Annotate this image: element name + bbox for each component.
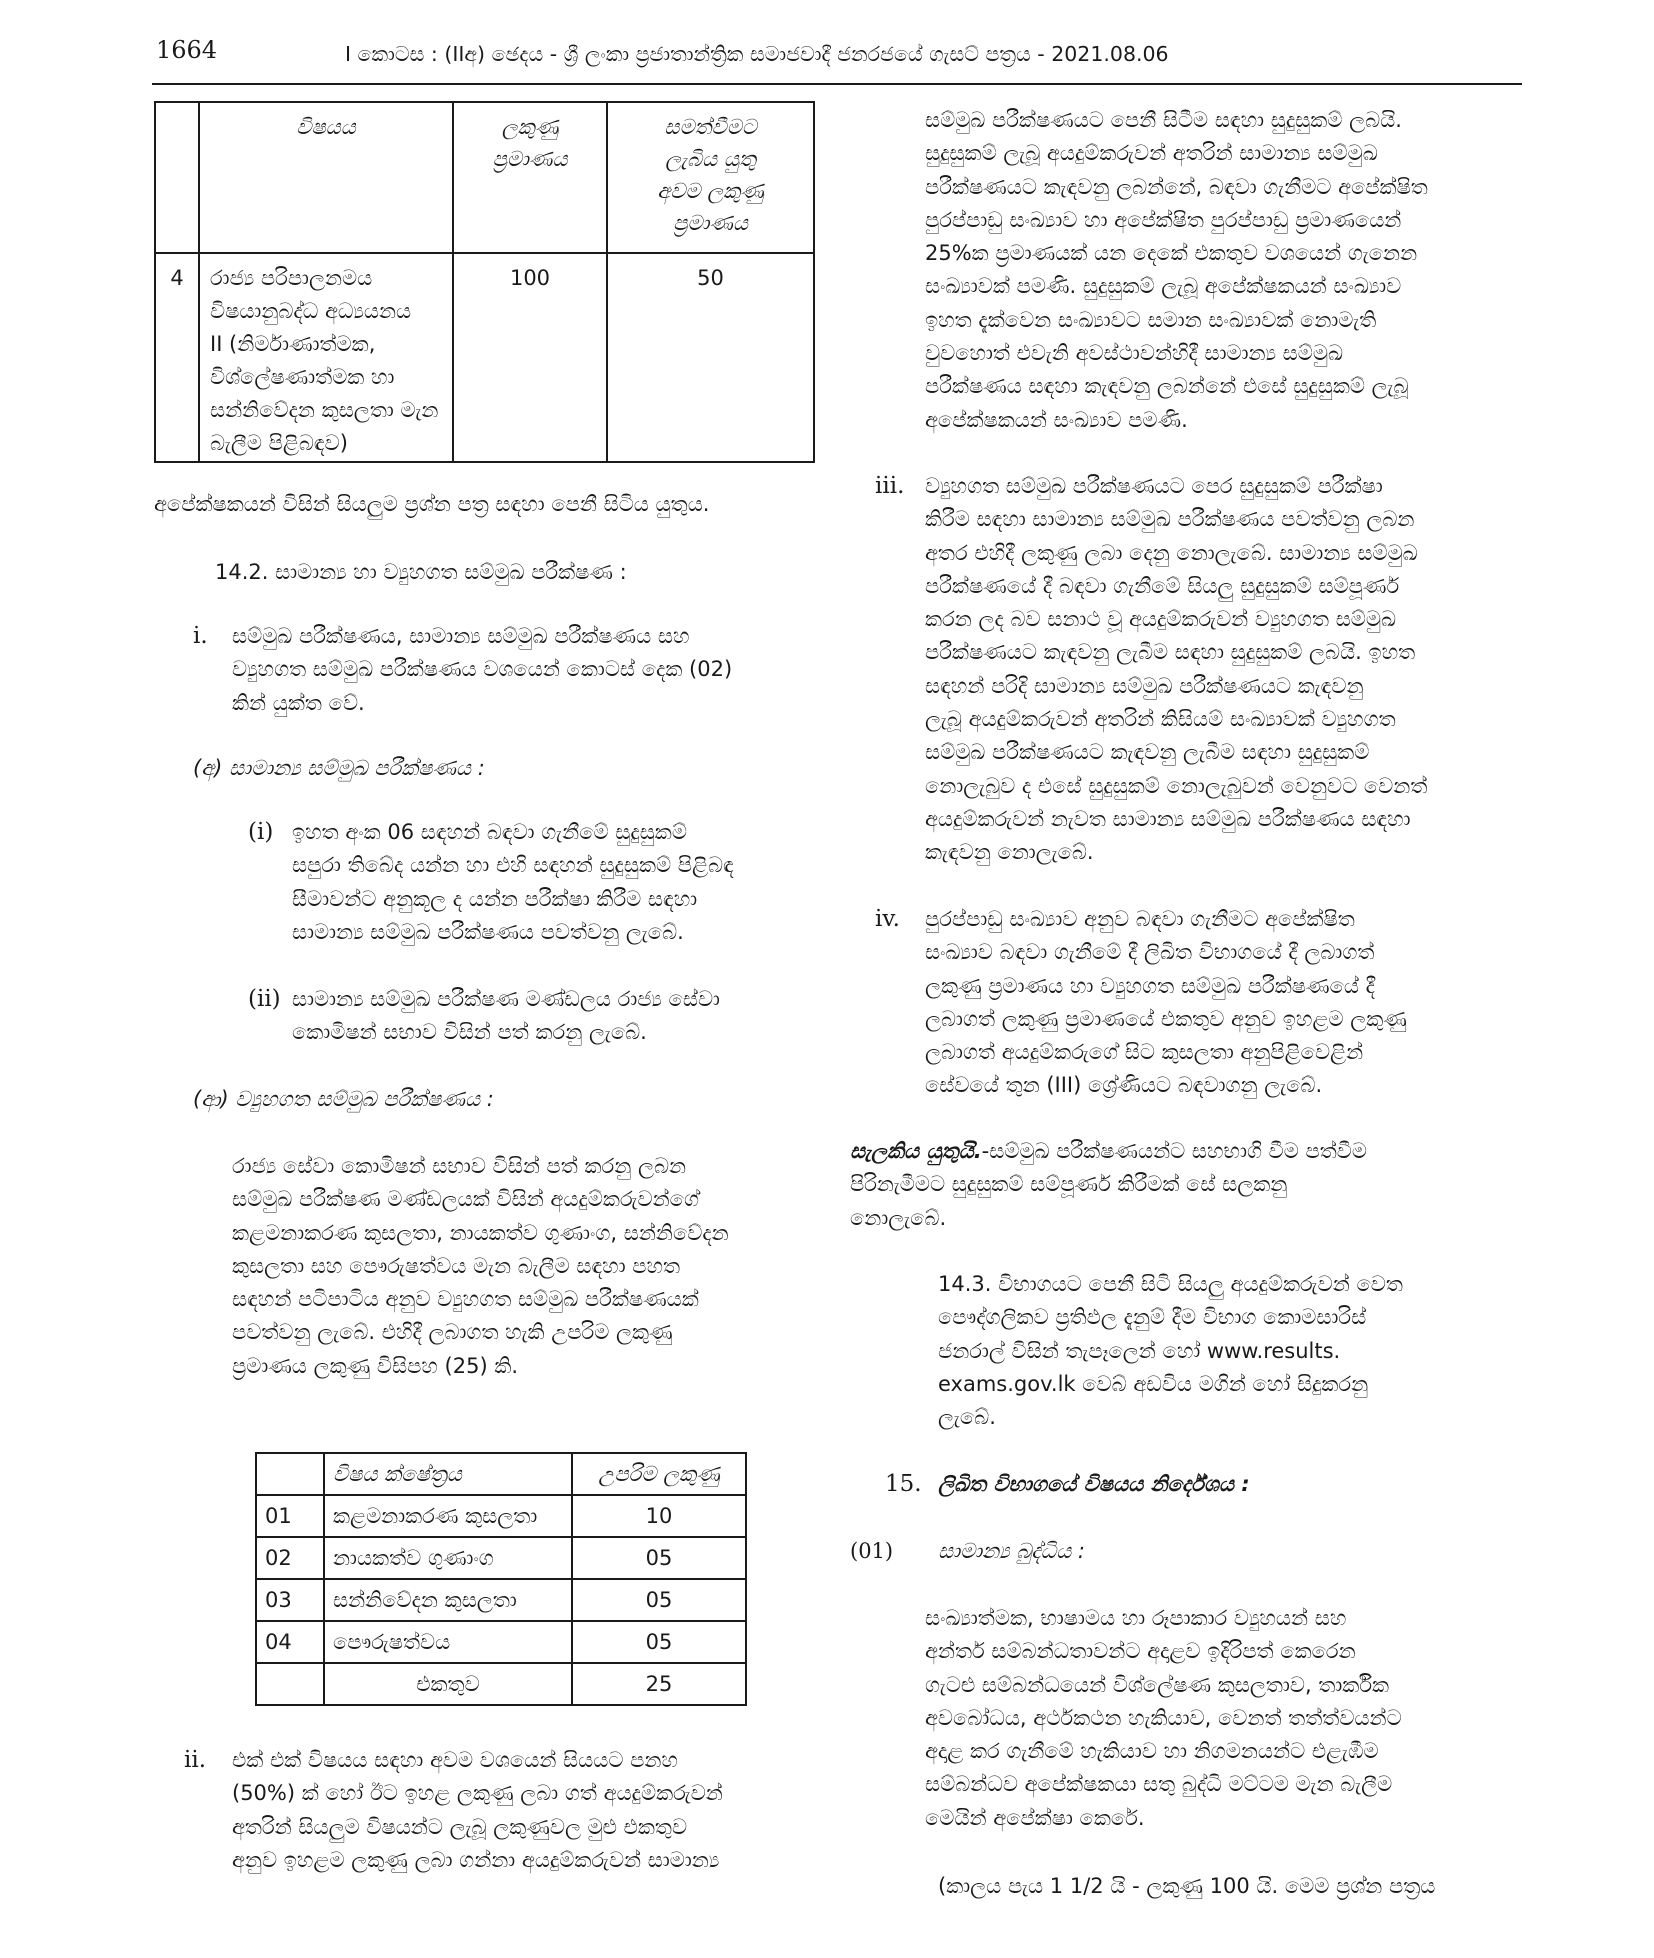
table-header-marks [453,102,607,253]
row-area: පෞරුෂත්වය [324,1621,572,1663]
table-header-pass-mark [607,102,814,253]
table-row [155,253,814,462]
item-iii-number: iii. [875,473,905,499]
text-line: පවත්වනු ලැබේ. එහිදී ලබාගත හැකි උපරිම ලකුණු [232,1320,673,1345]
total-empty-cell [256,1663,324,1705]
note-first-line [850,1135,1515,1168]
text-line: සංඛ්‍යාත්මක, භාෂාමය හා රූපාකාර ව්‍යුහයන් සහ [925,1606,1347,1630]
continued-text [925,104,1513,437]
text-line: අයදුම්කරුවන් නැවත සාමාන්‍ය සම්මුඛ පරීක්ෂණය සඳහා [925,806,1411,831]
text-line: සම්මුඛ පරීක්ෂණයට කැඳවනු ලැබීම සඳහා සුදුසුකම් [925,740,1370,765]
table-header-area: විෂය ක්ෂේත්‍රය [324,1453,572,1495]
text-line: අවබෝධය, අර්ථකථන හැකියාව, වෙනත් තත්ත්වයන්ට [925,1705,1402,1730]
row-subject [199,253,453,462]
item-a1-number: (i) [248,819,274,845]
text-line: මෙයින් අපේක්ෂා කෙරේ. [925,1805,1145,1830]
text-line: exams.gov.lk වෙබ් අඩවිය මගින් හෝ සිදුකරනු [938,1371,1369,1396]
row-marks: 100 [453,253,607,462]
section-15-title: ලිඛිත විභාගයේ විෂයය නිර්දේශය : [938,1472,1250,1496]
section-01-text [925,1602,1513,1835]
text-line: සංඛ්‍යාවක් පමණි. සුදුසුකම් ලැබූ අපේක්ෂකයන් සංඛ්‍යාව [925,274,1402,299]
item-i-number: i. [193,623,208,649]
item-iv-text [925,903,1513,1103]
row-area: නායකත්ව ගුණාංග [324,1537,572,1579]
subject-line: බැලීම පිළිබඳව) [210,431,348,455]
subsection-aa-text [232,1150,817,1383]
text-line: කැඳවනු නොලැබේ. [925,840,1094,865]
subject-line: සන්නිවේදන කුසලතා මැන [210,398,439,422]
subject-line: II (නිර්මාණාත්මක, [210,332,376,356]
text-line: පරීක්ෂණය සඳහා කැඳවනු ලබන්නේ එසේ සුදුසුකම් ලැබූ [925,374,1409,399]
item-a1-text [292,816,817,949]
text-line: කරන ලද බව සනාථ වූ අයදුම්කරුවන් ව්‍යුහගත සම්මුඛ [925,607,1397,632]
table-header-row [256,1453,746,1495]
row-area: සන්නිවේදන කුසලතා [324,1579,572,1621]
table-row [256,1621,746,1663]
text-line: (50%) ක් හෝ ඊට ඉහළ ලකුණු ලබා ගත් අයදුම්කරුවන් [232,1781,723,1806]
text-line: ඉහත අංක 06 සඳහන් බඳවා ගැනීමේ සුදුසුකම් [292,820,687,844]
note-label: සැලකිය යුතුයි. [850,1139,982,1163]
row-number: 03 [256,1579,324,1621]
section-15-number: 15. [885,1471,922,1497]
text-line: සඳහන් පටිපාටිය අනුව ව්‍යුහගත සම්මුඛ පරීක්ෂණයක් [232,1287,699,1312]
table-header-text: සමත්වීමට [664,115,757,139]
text-line: ඉහත දැක්වෙන සංඛ්‍යාවට සමාන සංඛ්‍යාවක් නොමැති [925,307,1377,332]
text-line: සංඛ්‍යාව බඳවා ගැනීමේ දී ලිඛිත විභාගයේ දී ලබාගත් [925,940,1375,965]
text-line: සම්මුඛ පරීක්ෂණයට පෙනී සිටීම සඳහා සුදුසුකම් ලබයි. [925,108,1402,132]
item-ii-text [232,1744,817,1877]
text-line: අනුව ඉහළම ලකුණු ලබා ගන්නා අයදුම්කරුවන් සාමාන්‍ය [232,1847,720,1872]
subject-line: විශ්ලේෂණාත්මක හා [210,365,395,389]
note-first-text: -සම්මුඛ පරීක්ෂණයන්ට සහභාගි වීම පත්වීම [981,1139,1368,1163]
text-line: කින් යුක්ත වේ. [232,690,365,715]
text-line: පරීක්ෂණයට කැඳවනු ලබන්නේ, බඳවා ගැනීමට අපේක්ෂිත [925,174,1428,199]
row-pass-mark: 50 [607,253,814,462]
text-line: ලබාගත් ලකුණු ප්‍රමාණයේ එකතුව අනුව ඉහළම ලකුණු [925,1006,1407,1031]
row-number: 4 [155,253,199,462]
gazette-header-title: I කොටස : (IIඅ) ඡෙදය - ශ්‍රී ලංකා ප්‍රජාතාන්ත්‍රික සමාජවාදී ජනරජයේ ගැසට් පත්‍රය - 2021.08.06 [345,42,1169,66]
text-line: 14.3. විභාගයට පෙනී සිටි සියලු අයදුම්කරුවන් වෙත [938,1272,1403,1296]
table-row [256,1495,746,1537]
text-line: 25%ක ප්‍රමාණයක් යන දෙකේ එකතුව වශයෙන් ගැනෙන [925,241,1418,266]
text-line: අදාළ කර ගැනීමේ හැකියාව හා නිගමනයන්ට එළැඹීම [925,1739,1379,1764]
item-i-text [232,620,817,720]
subject-line: රාජ්‍ය පරිපාලනමය [210,266,373,290]
table-header-subject: විෂයය [199,102,453,253]
text-line: ගැටළු සම්බන්ධයෙන් විශ්ලේෂණ කුසලතාව, තාර්කික [925,1672,1390,1697]
item-a2-number: (ii) [248,986,281,1012]
text-line: පිරිනැමීමට සුදුසුකම් සම්පූර්ණ කිරීමක් සේ සලකනු [850,1172,1288,1197]
table-header-max: උපරිම ලකුණු [572,1453,746,1495]
row-area: කළමනාකරණ කුසලතා [324,1495,572,1537]
section-01-number: (01) [850,1539,894,1563]
text-line: ලැබේ. [938,1405,996,1430]
table-header-text: අවම ලකුණු [657,179,764,203]
text-line: පුරප්පාඩු සංඛ්‍යාව හා අපේක්ෂිත පුරප්පාඩු ප්‍රමාණයෙන් [925,207,1402,232]
row-max: 05 [572,1621,746,1663]
text-line: ලකුණු ප්‍රමාණය හා ව්‍යුහගත සම්මුඛ පරීක්ෂණයේ දී [925,973,1375,998]
text-line: සේවයේ තුන (III) ශ්‍රේණියට බඳවාගනු ලැබේ. [925,1073,1323,1098]
text-line: ලැබූ අයදුම්කරුවන් අතරින් කිසියම් සංඛ්‍යාවක් ව්‍යුහගත [925,707,1396,732]
total-label: එකතුව [324,1663,572,1705]
row-number: 01 [256,1495,324,1537]
total-value: 25 [572,1663,746,1705]
text-line: අපේක්ෂකයන් සංඛ්‍යාව පමණි. [925,407,1188,432]
text-line: රාජ්‍ය සේවා කොමිෂන් සභාව විසින් පත් කරනු ලබන [232,1154,687,1178]
section-14-3-text [938,1268,1513,1434]
text-line: සාමාන්‍ය සම්මුඛ පරීක්ෂණ මණ්ඩලය රාජ්‍ය සේවා [292,987,720,1011]
table-header-text: ප්‍රමාණය [492,147,568,171]
text-line: සම්මුඛ පරීක්ෂණ මණ්ඩලයක් විසින් අයදුම්කරුවන්ගේ [232,1187,699,1212]
text-line: සීමාවන්ට අනුකූල ද යන්න පරීක්ෂා කිරීම සඳහා [292,886,698,911]
text-line: සාමාන්‍ය සම්මුඛ පරීක්ෂණය පවත්වනු ලැබේ. [292,919,684,944]
row-number: 02 [256,1537,324,1579]
text-line: කළමනාකරණ කුසලතා, නායකත්ව ගුණාංග, සන්නිවේදන [232,1220,729,1245]
table-row [256,1579,746,1621]
subject-marks-table [154,101,815,463]
text-line: පෞද්ගලිකව ප්‍රතිඵල දැනුම් දීම විභාග කොමසාරිස් [938,1305,1367,1330]
text-line: කොමිෂන් සභාව විසින් පත් කරනු ලැබේ. [292,1020,647,1045]
text-line: ව්‍යුහගත සම්මුඛ පරීක්ෂණය වශයෙන් කොටස් දෙක (02) [232,657,733,682]
text-line: නොලැබුව ද එසේ සුදුසුකම් නොලැබුවන් වෙනුවට වෙනත් [925,773,1428,798]
row-max: 10 [572,1495,746,1537]
text-line: කිරීම සඳහා සාමාන්‍ය සම්මුඛ පරීක්ෂණය පවත්වනු ලබන [925,507,1415,532]
text-line: සපුරා තිබේද යන්න හා එහි සඳහන් සුදුසුකම් පිළිබඳ [292,853,734,878]
table-total-row [256,1663,746,1705]
text-line: පරීක්ෂණයේ දී බඳවා ගැනීමේ සියලු සුදුසුකම් සම්පූර්ණ [925,573,1400,598]
item-iv-number: iv. [875,906,900,932]
table-header-text: ලකුණු [501,115,559,139]
text-line: අන්තර් සම්බන්ධතාවන්ට අදාළව ඉදිරිපත් කෙරෙන [925,1639,1356,1664]
text-line: ප්‍රමාණය ලකුණු විසිපහ (25) කි. [232,1353,519,1378]
subject-line: විෂයානුබද්ධ අධ්‍යයනය [210,299,412,323]
text-line: පුරප්පාඩු සංඛ්‍යාව අනුව බඳවා ගැනීමට අපේක්ෂිත [925,907,1355,931]
table-header-text: ප්‍රමාණය [673,211,748,235]
text-line: අතරින් සියලුම විෂයන්ට ලැබූ ලකුණුවල මුළු එකතුව [232,1814,688,1839]
row-number: 04 [256,1621,324,1663]
text-line: සුදුසුකම් ලැබූ අයදුම්කරුවන් අතරින් සාමාන්‍ය සම්මුඛ [925,141,1378,166]
text-line: ජනරාල් විසින් තැපෑලෙන් හෝ www.results. [938,1338,1341,1363]
text-line: වුවහොත් එවැනි අවස්ථාවන්හිදී සාමාන්‍ය සම්මුඛ [925,341,1343,366]
text-line: ව්‍යුහගත සම්මුඛ පරීක්ෂණයට පෙර සුදුසුකම් පරීක්ෂා [925,474,1383,498]
note-text [850,1135,1515,1235]
section-14-2-heading: 14.2. සාමාන්‍ය හා ව්‍යුහගත සම්මුඛ පරීක්ෂණ : [215,560,627,584]
section-01-title: සාමාන්‍ය බුද්ධිය : [938,1539,1085,1563]
text-line: නොලැබේ. [850,1205,947,1230]
interview-marks-table [255,1452,747,1706]
table-row [256,1537,746,1579]
candidate-note: අපේක්ෂකයන් විසින් සියලුම ප්‍රශ්න පත්‍ර සඳහා පෙනී සිටිය යුතුය. [154,492,710,516]
item-iii-text [925,470,1513,870]
text-line: එක් එක් විෂයය සඳහා අවම වශයෙන් සියයට පනහ [232,1748,678,1772]
subsection-aa-heading: (ආ) ව්‍යුහගත සම්මුඛ පරීක්ෂණය : [193,1087,494,1111]
table-header-number [256,1453,324,1495]
text-line: කුසලතා සහ පෞරුෂත්වය මැන බැලීම සඳහා පහත [232,1253,681,1278]
row-max: 05 [572,1537,746,1579]
table-header-text: ලැබිය යුතු [665,147,756,171]
header-rule [152,83,1522,85]
text-line: ලබාගත් අයදුම්කරුගේ සිට කුසලතා අනුපිළිවෙළින් [925,1040,1364,1065]
table-header-number [155,102,199,253]
text-line: සඳහන් පරිදි සාමාන්‍ය සම්මුඛ පරීක්ෂණයට කැඳවනු [925,673,1364,698]
page-number: 1664 [156,36,218,64]
item-a2-text [292,983,817,1050]
text-line: පරීක්ෂණයට කැඳවනු ලැබීම සඳහා සුදුසුකම් ලබයි. ඉහත [925,640,1416,665]
subsection-a-heading: (අ) සාමාන්‍ය සම්මුඛ පරීක්ෂණය : [193,756,485,780]
item-ii-number: ii. [184,1747,207,1773]
text-line: අතර එහිදී ලකුණු ලබා දෙනු නොලැබේ. සාමාන්‍ය සම්මුඛ [925,540,1418,565]
table-header-row [155,102,814,253]
duration-line: (කාලය පැය 1 1/2 යි - ලකුණු 100 යි. මෙම ප්‍රශ්න පත්‍රය [938,1874,1436,1898]
row-max: 05 [572,1579,746,1621]
text-line: සම්බන්ධව අපේක්ෂකයා සතු බුද්ධි මට්ටම මැන බැලීම [925,1772,1393,1797]
text-line: සම්මුඛ පරීක්ෂණය, සාමාන්‍ය සම්මුඛ පරීක්ෂණය සහ [232,624,690,648]
